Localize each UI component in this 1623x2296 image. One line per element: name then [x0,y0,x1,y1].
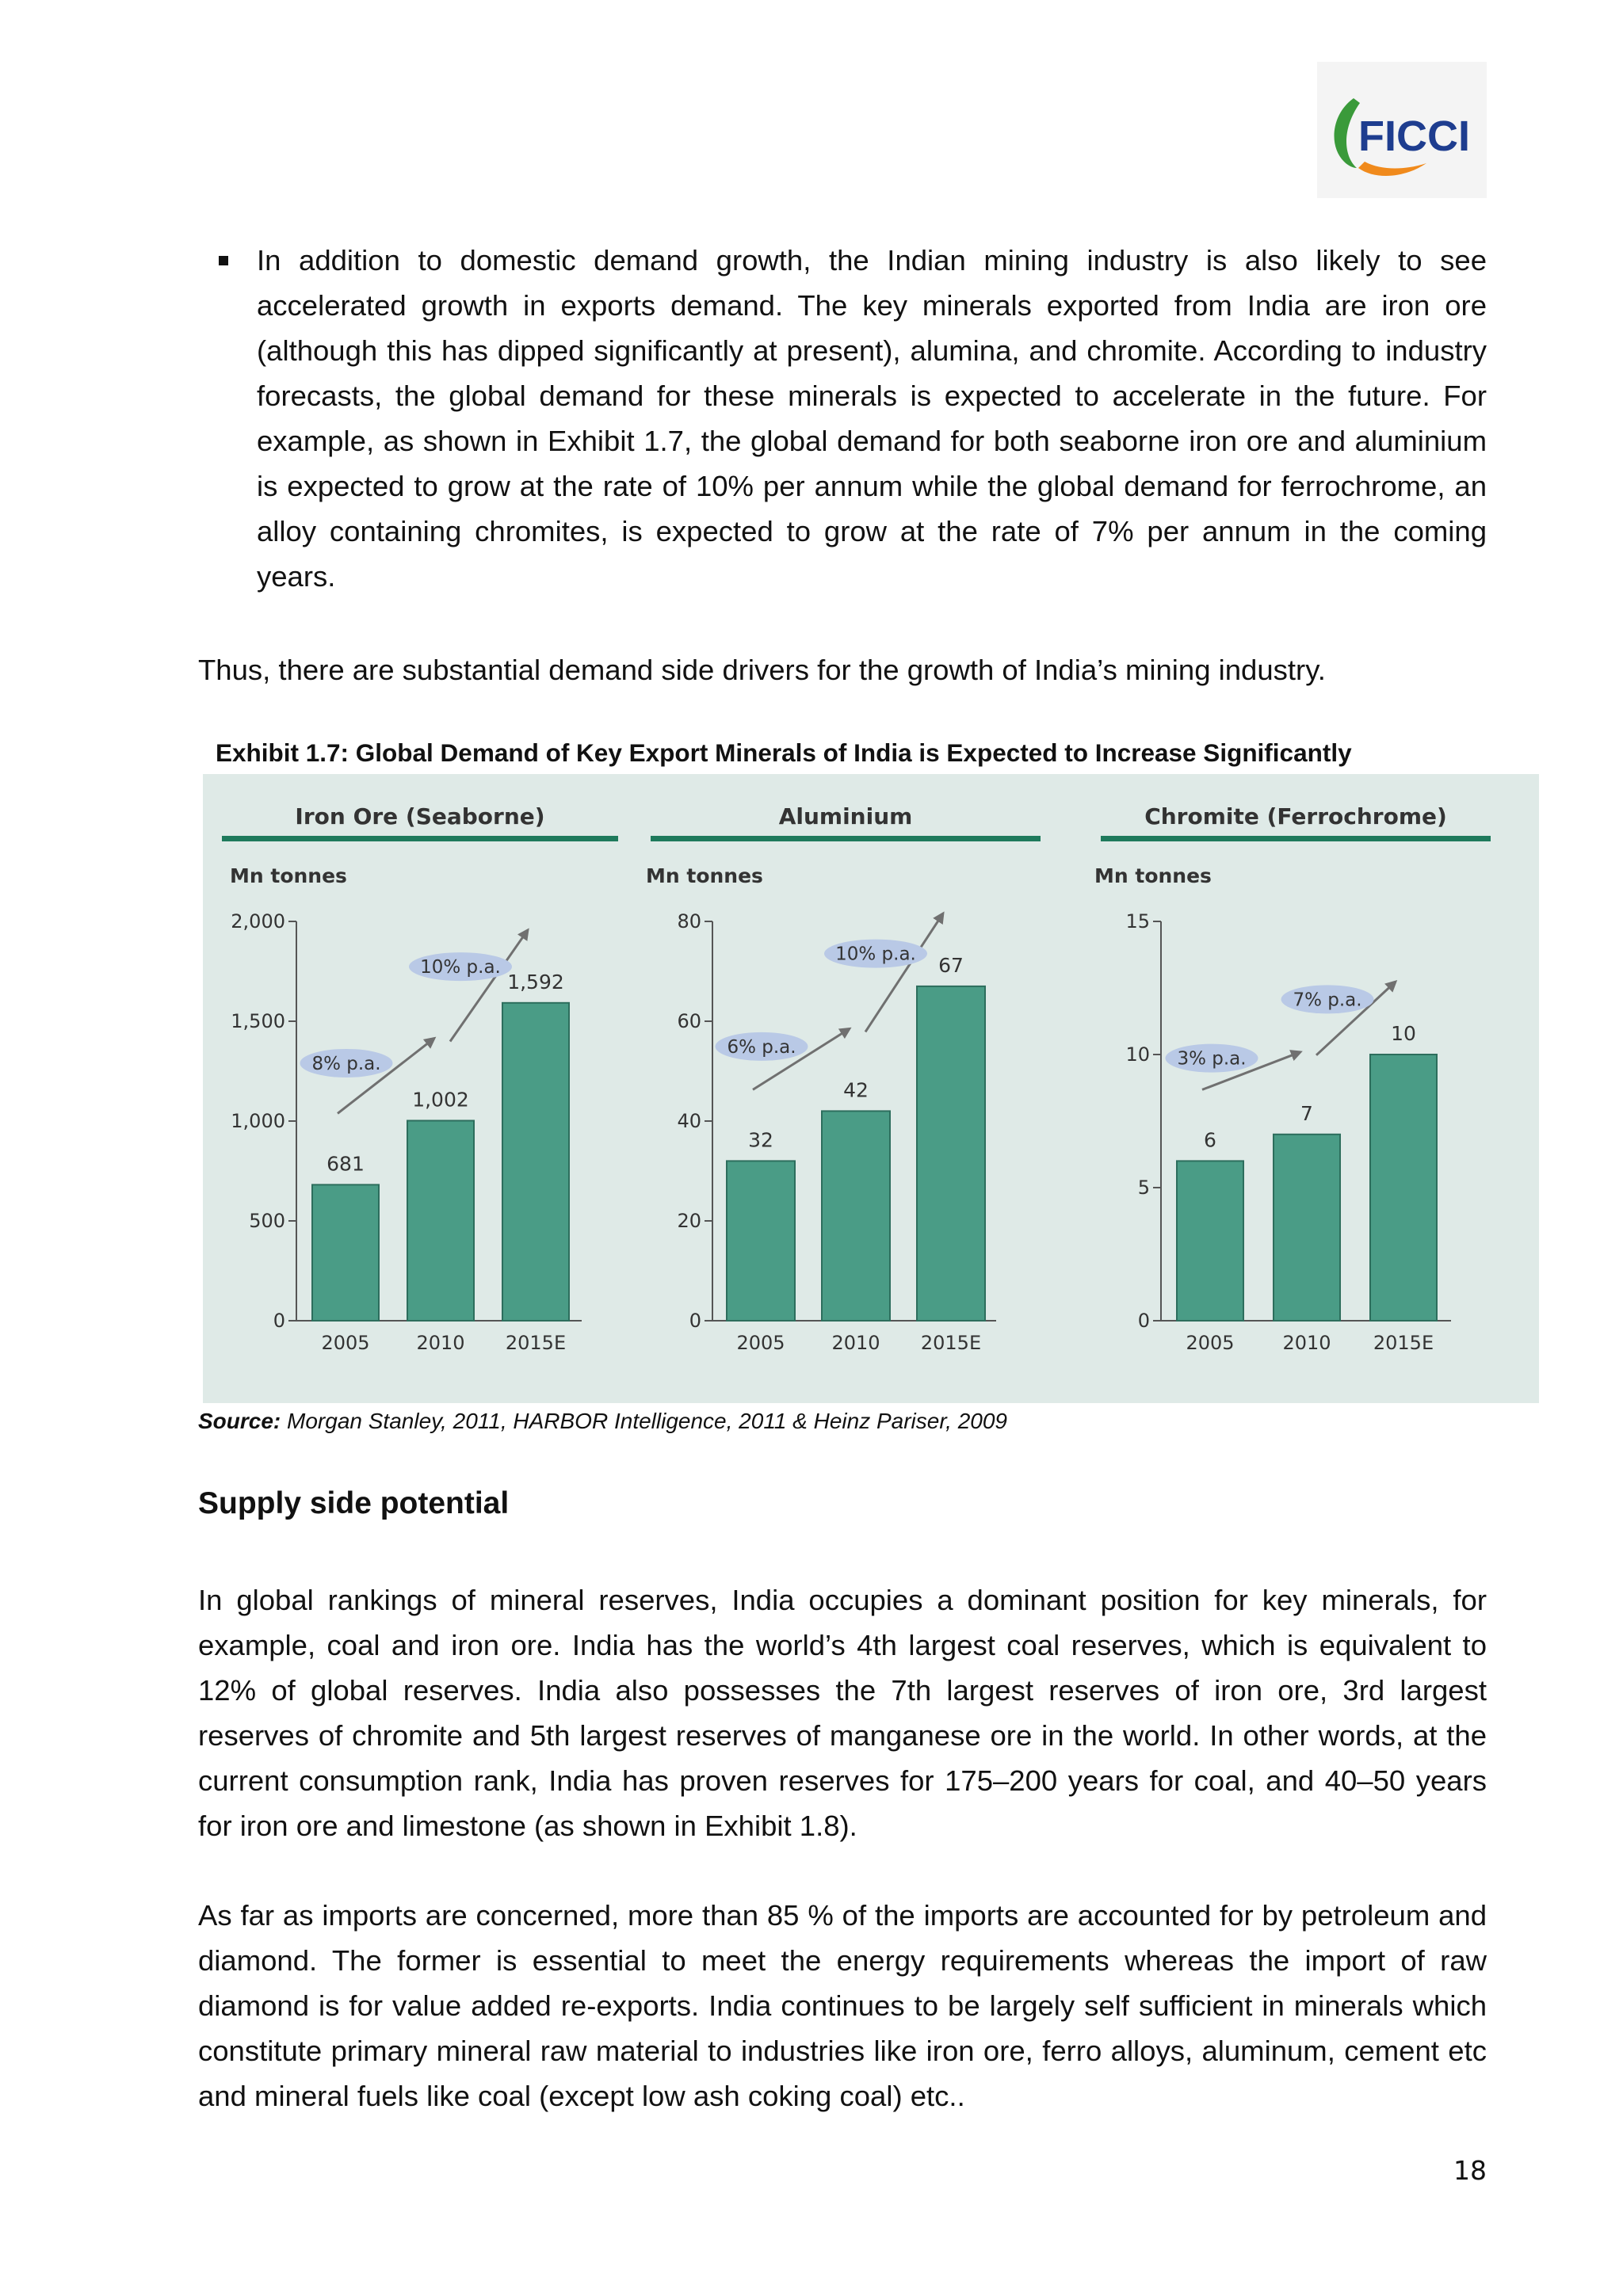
ficci-logo [1317,62,1487,198]
y-tick-label: 20 [677,1210,701,1232]
growth-rate-label: 10% p.a. [835,944,916,965]
ficci-logo-mark [1317,62,1487,198]
exhibit-chart-panel [203,774,1539,1403]
y-tick-label: 0 [1137,1310,1150,1332]
growth-rate-label: 10% p.a. [420,957,501,978]
bar-value-label: 32 [748,1128,773,1152]
y-axis-label: Mn tonnes [230,864,347,887]
bullet-paragraph [257,238,1487,599]
bar-2015E [502,1003,569,1321]
y-tick-label: 60 [677,1010,701,1032]
y-tick-label: 2,000 [231,910,285,933]
exhibit-title: Exhibit 1.7: Global Demand of Key Export Minerals of India is Expected to Increase Significantly [216,738,1352,767]
bar-2005 [312,1184,379,1321]
chart-title-rule [651,836,1041,841]
x-tick-label: 2010 [831,1332,880,1354]
bar-2015E [1370,1055,1437,1321]
page-number: 18 [1453,2155,1487,2186]
bar-value-label: 681 [327,1152,365,1176]
x-tick-label: 2005 [321,1332,370,1354]
y-axis-label: Mn tonnes [1094,864,1212,887]
x-tick-label: 2010 [1282,1332,1331,1354]
summary-line: Thus, there are substantial demand side drivers for the growth of India’s mining industry. [198,654,1326,686]
y-axis-label: Mn tonnes [646,864,763,887]
bar-2010 [407,1120,474,1321]
source-label: Source: [198,1409,281,1433]
chart-title: Aluminium [778,803,913,830]
supply-paragraph-1: In global rankings of mineral reserves, India occupies a dominant position for key minerals, for example, coal and iron ore. India has the world’s 4th largest coal reserves, which is equivalent to 12% of global reserves. India also possesses the 7th largest reserves of iron ore, 3rd largest reserves of chromite and 5th largest reserves of manganese ore in the world. In other words, at the current consumption rank, India has proven reserves for 175–200 years for coal, and 40–50 years for iron ore and limestone (as shown in Exhibit 1.8). [198,1584,1487,1842]
y-tick-label: 0 [273,1310,285,1332]
growth-rate-label: 8% p.a. [311,1053,381,1074]
growth-rate-label: 7% p.a. [1293,990,1362,1011]
section-heading: Supply side potential [198,1486,510,1520]
bullet-paragraph-text: In addition to domestic demand growth, the Indian mining industry is also likely to see accelerated growth in exports demand. The key minerals exported from India are iron ore (although this has dipped significantly at present), alumina, and chromite. According to industry forecasts, the global demand for these minerals is expected to accelerate in the future. For example, as shown in Exhibit 1.7, the global demand for both seaborne iron ore and aluminium is expected to grow at the rate of 10% per annum while the global demand for ferrochrome, an alloy containing chromites, is expected to grow at the rate of 7% per annum in the coming years. [257,244,1487,593]
bar-value-label: 10 [1391,1022,1416,1045]
x-tick-label: 2015E [920,1332,982,1354]
x-tick-label: 2015E [1373,1332,1434,1354]
x-tick-label: 2015E [505,1332,567,1354]
exhibit-charts [203,774,1539,1403]
bar-value-label: 1,592 [507,970,564,994]
bar-value-label: 67 [938,953,964,977]
bar-2010 [1274,1135,1340,1321]
growth-rate-label: 3% p.a. [1177,1048,1247,1070]
y-tick-label: 0 [689,1310,701,1332]
y-tick-label: 500 [249,1210,285,1232]
x-tick-label: 2005 [736,1332,785,1354]
y-tick-label: 1,000 [231,1110,285,1132]
y-tick-label: 10 [1125,1043,1150,1066]
bar-value-label: 1,002 [412,1088,469,1112]
bar-2005 [727,1161,795,1321]
bar-2005 [1177,1161,1243,1321]
x-tick-label: 2010 [416,1332,465,1354]
bar-value-label: 42 [843,1078,869,1102]
exhibit-source [198,1409,1007,1434]
square-bullet-icon [219,256,228,265]
y-tick-label: 15 [1125,910,1150,933]
logo-text: FICCI [1358,113,1470,160]
y-tick-label: 1,500 [231,1010,285,1032]
bar-2010 [822,1111,890,1321]
y-tick-label: 5 [1137,1177,1150,1199]
source-text: Morgan Stanley, 2011, HARBOR Intelligence, 2011 & Heinz Pariser, 2009 [281,1409,1007,1433]
chart-title: Iron Ore (Seaborne) [295,803,545,830]
supply-paragraph-2: As far as imports are concerned, more than 85 % of the imports are accounted for by petroleum and diamond. The former is essential to meet the energy requirements whereas the import of raw diamond is for value added re-exports. India continues to be largely self sufficient in minerals which constitute primary mineral raw material to industries like iron ore, ferro alloys, aluminum, cement etc and mineral fuels like coal (except low ash coking coal) etc.. [198,1899,1487,2112]
chart-title: Chromite (Ferrochrome) [1144,803,1447,830]
bar-value-label: 7 [1300,1101,1313,1125]
chart-title-rule [1101,836,1491,841]
x-tick-label: 2005 [1186,1332,1235,1354]
y-tick-label: 80 [677,910,701,933]
bar-2015E [917,986,985,1321]
bar-value-label: 6 [1204,1128,1216,1152]
chart-title-rule [222,836,618,841]
growth-rate-label: 6% p.a. [727,1036,796,1058]
y-tick-label: 40 [677,1110,701,1132]
